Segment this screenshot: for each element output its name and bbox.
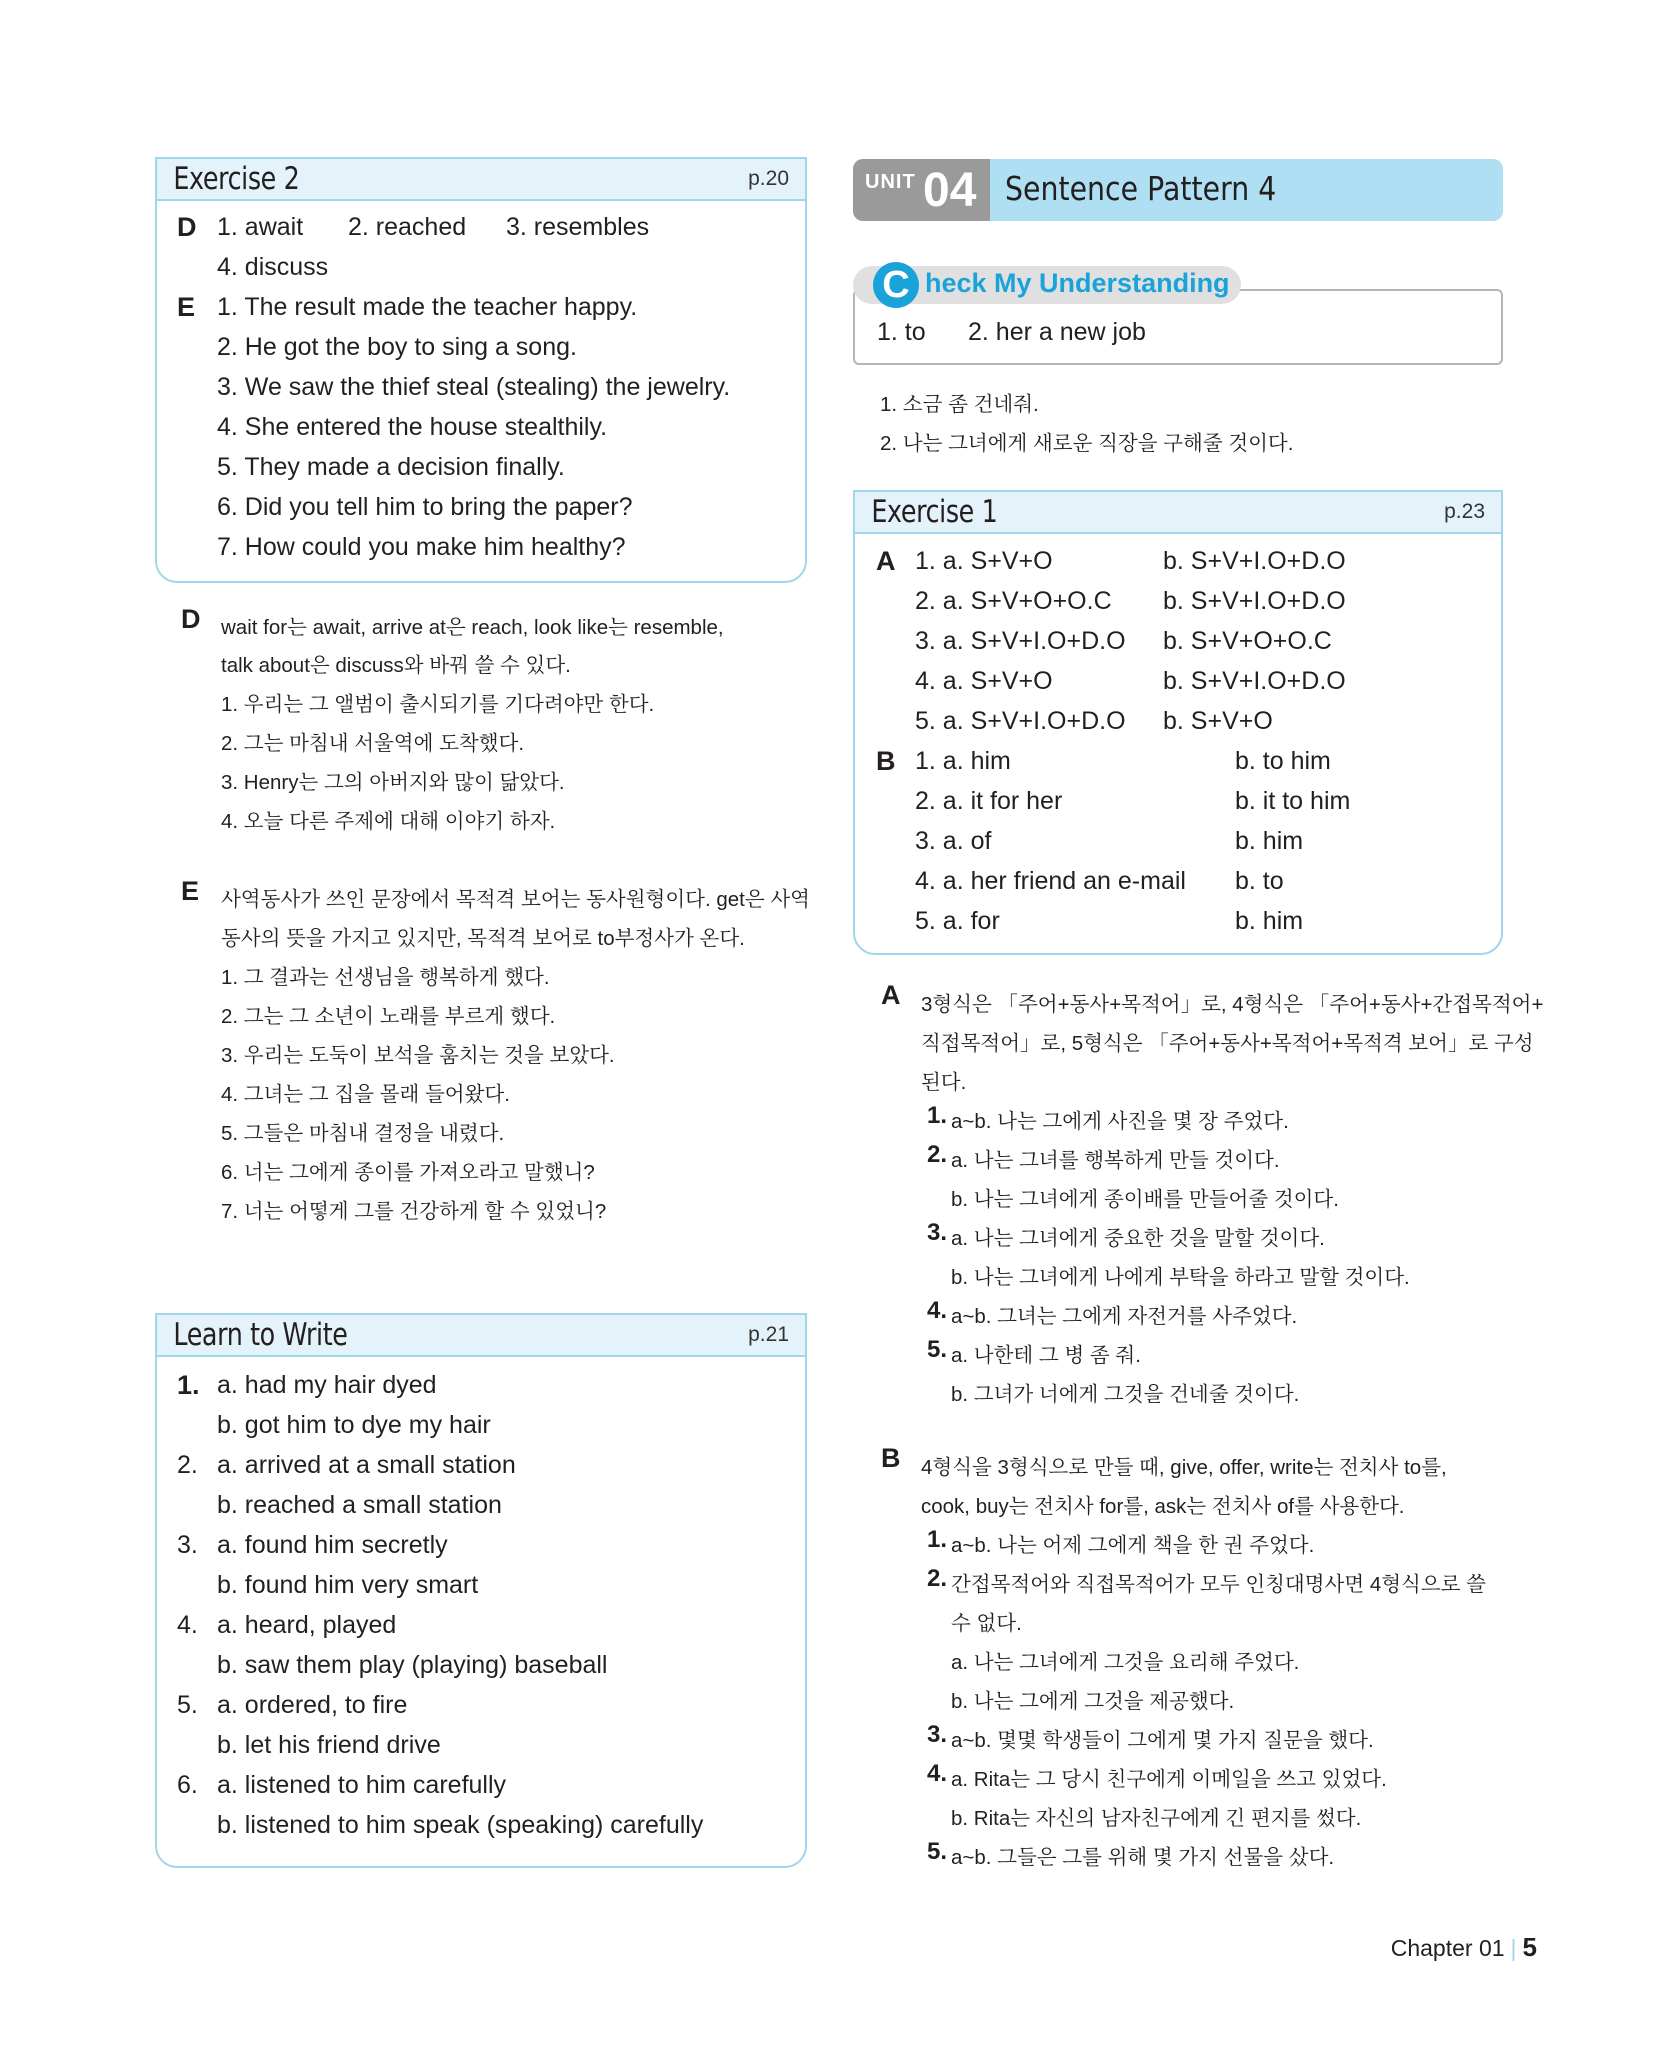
learn-to-write-title: Learn to Write	[173, 1317, 348, 1353]
answer-item: b. S+V+I.O+D.O	[1163, 547, 1346, 575]
answer-item: b. to	[1235, 867, 1284, 895]
exercise-1-title: Exercise 1	[871, 494, 998, 530]
answer-item: 1. a. him	[915, 747, 1011, 775]
note-number: 1.	[927, 1102, 948, 1129]
page-number: 5	[1522, 1932, 1537, 1962]
note-number: 4.	[927, 1297, 948, 1324]
section-label-a: A	[876, 546, 896, 576]
exercise-2-header	[157, 159, 805, 201]
answer-item: 2. reached	[348, 213, 467, 241]
learn-to-write-page-ref: p.21	[748, 1323, 789, 1346]
note-item: 2. 나는 그녀에게 새로운 직장을 구해줄 것이다.	[880, 432, 1294, 455]
answer-item: b. got him to dye my hair	[217, 1411, 491, 1439]
note-intro: 4형식을 3형식으로 만들 때, give, offer, write는 전치사 to를,	[921, 1456, 1447, 1479]
note-item: a~b. 그녀는 그에게 자전거를 사주었다.	[951, 1305, 1298, 1328]
note-item: 4. 오늘 다른 주제에 대해 이야기 하자.	[221, 810, 556, 833]
note-item: a~b. 나는 그에게 사진을 몇 장 주었다.	[951, 1110, 1289, 1133]
unit-tag	[853, 159, 990, 221]
note-item: 1. 소금 좀 건네줘.	[880, 393, 1039, 416]
answer-item: b. S+V+O+O.C	[1163, 627, 1332, 655]
answer-item: a. found him secretly	[217, 1531, 448, 1559]
answer-item: a. heard, played	[217, 1611, 397, 1639]
note-item: 5. 그들은 마침내 결정을 내렸다.	[221, 1122, 505, 1145]
answer-item: b. S+V+I.O+D.O	[1163, 667, 1346, 695]
answer-item: b. S+V+O	[1163, 707, 1273, 735]
answer-item: 6. Did you tell him to bring the paper?	[217, 493, 633, 521]
section-label-b: B	[876, 746, 896, 776]
answer-item: 4. discuss	[217, 253, 329, 281]
item-number: 6.	[177, 1771, 198, 1799]
note-item: a. Rita는 그 당시 친구에게 이메일을 쓰고 있었다.	[951, 1768, 1387, 1791]
note-intro: wait for는 await, arrive at은 reach, look like는 resemble,	[221, 616, 724, 639]
note-item: a~b. 몇몇 학생들이 그에게 몇 가지 질문을 했다.	[951, 1729, 1374, 1752]
note-item: 수 없다.	[951, 1612, 1022, 1635]
note-intro: cook, buy는 전치사 for를, ask는 전치사 of를 사용한다.	[921, 1495, 1405, 1518]
note-item: 3. Henry는 그의 아버지와 많이 닮았다.	[221, 771, 565, 794]
item-number: 4.	[177, 1611, 198, 1639]
check-understanding-title: heck My Understanding	[925, 268, 1230, 298]
note-item: b. Rita는 자신의 남자친구에게 긴 편지를 썼다.	[951, 1807, 1362, 1830]
answer-item: 3. resembles	[506, 213, 650, 241]
answer-item: b. S+V+I.O+D.O	[1163, 587, 1346, 615]
answer-item: 7. How could you make him healthy?	[217, 533, 626, 561]
note-item: a. 나는 그녀에게 그것을 요리해 주었다.	[951, 1651, 1300, 1674]
note-item: a. 나는 그녀에게 중요한 것을 말할 것이다.	[951, 1227, 1325, 1250]
note-item: 7. 너는 어떻게 그를 건강하게 할 수 있었니?	[221, 1200, 607, 1223]
note-item: b. 나는 그에게 그것을 제공했다.	[951, 1690, 1235, 1713]
note-item: 6. 너는 그에게 종이를 가져오라고 말했니?	[221, 1161, 595, 1184]
exercise-1-page-ref: p.23	[1444, 500, 1485, 523]
note-label-d: D	[181, 604, 201, 634]
learn-to-write-header	[157, 1315, 805, 1357]
chapter-label: Chapter 01	[1390, 1935, 1505, 1961]
note-item: 4. 그녀는 그 집을 몰래 들어왔다.	[221, 1083, 510, 1106]
note-intro: talk about은 discuss와 바꿔 쓸 수 있다.	[221, 654, 571, 677]
answer-item: b. let his friend drive	[217, 1731, 441, 1759]
answer-item: b. him	[1235, 827, 1304, 855]
exercise-2-title: Exercise 2	[173, 161, 300, 197]
note-number: 2.	[927, 1141, 948, 1168]
check-c-badge: C	[873, 262, 919, 308]
exercise-2-page-ref: p.20	[748, 167, 789, 190]
unit-word: UNIT	[865, 171, 916, 193]
note-number: 5.	[927, 1336, 948, 1363]
footer-divider: |	[1510, 1935, 1517, 1961]
answer-item: b. saw them play (playing) baseball	[217, 1651, 608, 1679]
item-number: 1.	[177, 1370, 200, 1400]
note-item: 1. 그 결과는 선생님을 행복하게 했다.	[221, 966, 550, 989]
answer-item: 3. a. of	[915, 827, 992, 855]
note-intro: 동사의 뜻을 가지고 있지만, 목적격 보어로 to부정사가 온다.	[221, 927, 745, 950]
answer-item: a. listened to him carefully	[217, 1771, 507, 1799]
unit-title: Sentence Pattern 4	[1005, 169, 1277, 208]
note-item: 2. 그는 마침내 서울역에 도착했다.	[221, 732, 525, 755]
note-item: b. 그녀가 너에게 그것을 건네줄 것이다.	[951, 1383, 1300, 1406]
exercise-1-header	[855, 492, 1501, 534]
answer-item: 3. a. S+V+I.O+D.O	[915, 627, 1126, 655]
answer-item: b. found him very smart	[217, 1571, 479, 1599]
note-intro: 사역동사가 쓰인 문장에서 목적격 보어는 동사원형이다. get은 사역	[221, 888, 810, 911]
answer-item: 2. a. it for her	[915, 787, 1063, 815]
answer-item: 1. to	[877, 318, 926, 346]
section-label-d: D	[177, 212, 197, 242]
note-number: 3.	[927, 1219, 948, 1246]
answer-item: 4. a. S+V+O	[915, 667, 1053, 695]
note-number: 3.	[927, 1721, 948, 1748]
note-number: 1.	[927, 1526, 948, 1553]
note-item: b. 나는 그녀에게 종이배를 만들어줄 것이다.	[951, 1188, 1339, 1211]
unit-number: 04	[923, 164, 977, 217]
unit-header-bar	[853, 159, 1503, 221]
note-item: a~b. 그들은 그를 위해 몇 가지 선물을 샀다.	[951, 1846, 1335, 1869]
answer-item: 4. She entered the house stealthily.	[217, 413, 608, 441]
answer-item: b. listened to him speak (speaking) carefully	[217, 1811, 704, 1839]
item-number: 2.	[177, 1451, 198, 1479]
answer-item: 1. await	[217, 213, 304, 241]
answer-item: 2. He got the boy to sing a song.	[217, 333, 577, 361]
note-item: b. 나는 그녀에게 나에게 부탁을 하라고 말할 것이다.	[951, 1266, 1410, 1289]
answer-item: b. to him	[1235, 747, 1331, 775]
note-intro: 3형식은 「주어+동사+목적어」로, 4형식은 「주어+동사+간접목적어+	[921, 993, 1544, 1016]
answer-item: b. it to him	[1235, 787, 1351, 815]
note-label-b: B	[881, 1443, 901, 1473]
answer-item: 5. They made a decision finally.	[217, 453, 565, 481]
note-label-a: A	[881, 980, 901, 1010]
note-number: 5.	[927, 1838, 948, 1865]
note-number: 2.	[927, 1565, 948, 1592]
note-label-e: E	[181, 876, 200, 906]
note-intro: 된다.	[921, 1071, 967, 1094]
answer-item: a. ordered, to fire	[217, 1691, 408, 1719]
answer-item: a. arrived at a small station	[217, 1451, 516, 1479]
answer-item: 2. her a new job	[968, 318, 1146, 346]
note-number: 4.	[927, 1760, 948, 1787]
answer-item: 5. a. for	[915, 907, 1000, 935]
note-item: 2. 그는 그 소년이 노래를 부르게 했다.	[221, 1005, 556, 1028]
note-item: a. 나한테 그 병 좀 줘.	[951, 1344, 1141, 1367]
answer-item: a. had my hair dyed	[217, 1371, 437, 1399]
answer-item: 1. a. S+V+O	[915, 547, 1053, 575]
section-label-e: E	[177, 292, 196, 322]
page-footer	[1391, 1932, 1537, 1963]
note-intro: 직접목적어」로, 5형식은 「주어+동사+목적어+목적격 보어」로 구성	[921, 1032, 1534, 1055]
item-number: 3.	[177, 1531, 198, 1559]
answer-item: 1. The result made the teacher happy.	[217, 293, 638, 321]
answer-item: 4. a. her friend an e-mail	[915, 867, 1186, 895]
answer-item: 2. a. S+V+O+O.C	[915, 587, 1112, 615]
note-item: 1. 우리는 그 앨범이 출시되기를 기다려야만 한다.	[221, 693, 655, 716]
note-item: 간접목적어와 직접목적어가 모두 인칭대명사면 4형식으로 쓸	[951, 1573, 1486, 1596]
answer-item: 5. a. S+V+I.O+D.O	[915, 707, 1126, 735]
note-item: a~b. 나는 어제 그에게 책을 한 권 주었다.	[951, 1534, 1315, 1557]
answer-item: b. reached a small station	[217, 1491, 502, 1519]
note-item: a. 나는 그녀를 행복하게 만들 것이다.	[951, 1149, 1280, 1172]
answer-item: b. him	[1235, 907, 1304, 935]
item-number: 5.	[177, 1691, 198, 1719]
note-item: 3. 우리는 도둑이 보석을 훔치는 것을 보았다.	[221, 1044, 615, 1067]
answer-item: 3. We saw the thief steal (stealing) the jewelry.	[217, 373, 731, 401]
